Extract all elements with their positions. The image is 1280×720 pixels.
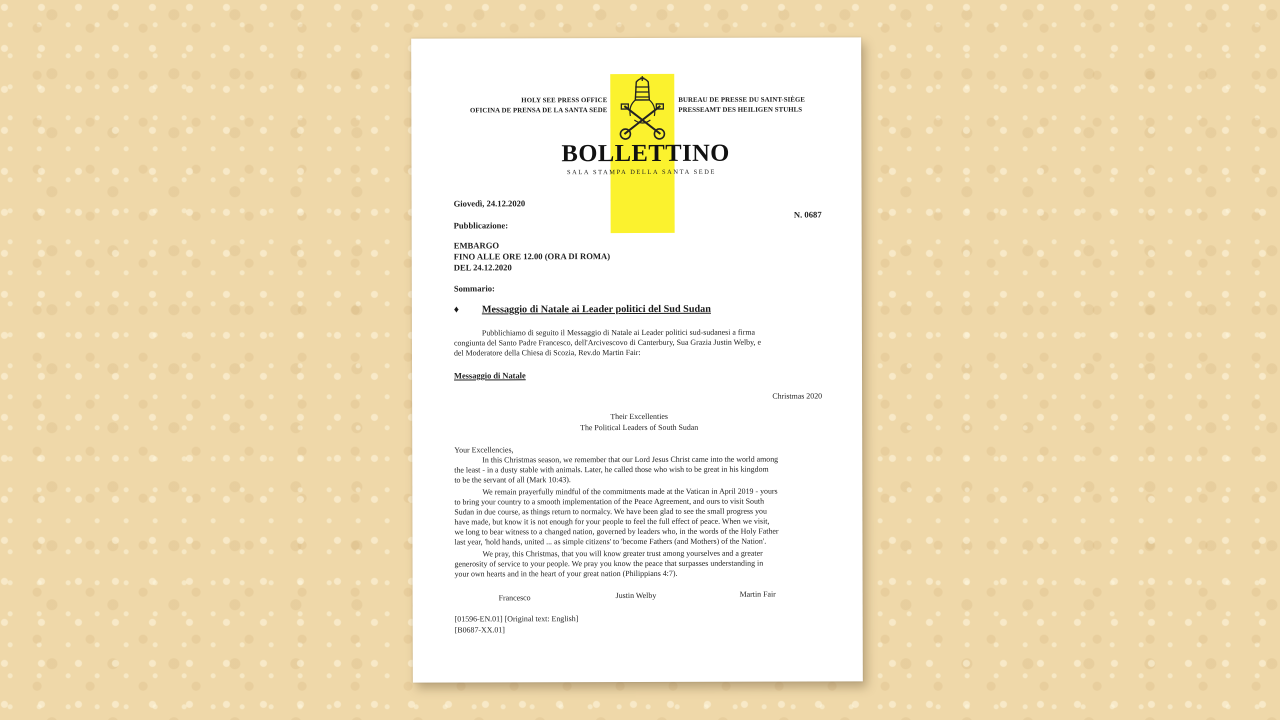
p1-line2: the least - in a dusty stable with animals. Later, he called those who wish to be great in his kingdom (454, 464, 769, 475)
p3-line3: your own hearts and in the heart of your great nation (Philippians 4:7). (454, 568, 678, 579)
p2-line2: to bring your country to a smooth implementation of the Peace Agreement, and ours to visit South (454, 496, 765, 507)
summary-bullet: ♦ (453, 304, 459, 316)
p2-line4: have made, but know it is not enough for your people to feel the full effect of peace. When we visit, (454, 516, 770, 527)
p2-line1: We remain prayerfully mindful of the commitments made at the Vatican in April 2019 - yours (482, 486, 778, 497)
header-left-line2: OFICINA DE PRENSA DE LA SANTA SEDE (469, 107, 608, 115)
bollettino-title: BOLLETTINO (561, 139, 730, 168)
header-left (451, 96, 607, 116)
p3-line1: We pray, this Christmas, that you will know greater trust among yourselves and a greater (482, 548, 763, 559)
addressee-line2: The Political Leaders of South Sudan (580, 422, 699, 433)
section-title: Messaggio di Natale (454, 371, 526, 381)
header-left-line1: HOLY SEE PRESS OFFICE (521, 97, 608, 105)
bollettino-subtitle: SALA STAMPA DELLA SANTA SEDE (567, 168, 717, 177)
p1-line3: to be the servant of all (Mark 10:43). (454, 475, 571, 485)
intro-line3: del Moderatore della Chiesa di Scozia, Rev.do Martin Fair: (453, 347, 641, 358)
signature-welby: Justin Welby (615, 590, 657, 601)
bulletin-number: N. 0687 (793, 209, 822, 220)
header-right (678, 95, 838, 115)
holy-see-crest-icon (616, 76, 668, 142)
letter-dateline: Christmas 2020 (772, 391, 823, 401)
addressee-line1: Their Excellenties (610, 411, 668, 422)
bulletin-page (411, 37, 863, 682)
summary-heading: Messaggio di Natale ai Leader politici del Sud Sudan (481, 303, 711, 316)
p1-line1: In this Christmas season, we remember that our Lord Jesus Christ came into the world among (482, 454, 779, 465)
reference-line2: [B0687-XX.01] (454, 625, 505, 635)
p3-line2: generosity of service to your people. We pray you know the peace that surpasses understanding in (454, 558, 764, 569)
signature-francesco: Francesco (498, 593, 531, 603)
header-right-line1: BUREAU DE PRESSE DU SAINT-SIÈGE (678, 96, 806, 104)
p2-line3: Sudan in due course, as things return to normalcy. We have been glad to see the small progress you (454, 506, 767, 517)
bulletin-date: Giovedì, 24.12.2020 (453, 198, 526, 209)
embargo-line3: DEL 24.12.2020 (453, 262, 512, 273)
signature-fair: Martin Fair (739, 589, 776, 599)
header-right-line2: PRESSEAMT DES HEILIGEN STUHLS (678, 106, 803, 114)
embargo-line2: FINO ALLE ORE 12.00 (ORA DI ROMA) (453, 251, 611, 262)
p2-line5: we long to bear witness to a changed nation, governed by leaders who, in the words of the Holy Father (454, 526, 779, 537)
sommario-label: Sommario: (453, 283, 495, 294)
p2-line6: last year, 'hold hands, united ... as simple citizens' to 'become Fathers (and Mothers) of the Nation'. (454, 536, 767, 547)
intro-line1: Pubblichiamo di seguito il Messaggio di Natale ai Leader politici sud-sudanesi a firma (481, 327, 755, 338)
reference-line1: [01596-EN.01] [Original text: English] (454, 614, 579, 624)
pubblicazione-label: Pubblicazione: (453, 220, 509, 231)
intro-line2: congiunta del Santo Padre Francesco, dell'Arcivescovo di Canterbury, Sua Grazia Justin Welby, e (453, 337, 762, 348)
salutation: Your Excellencies, (454, 445, 514, 455)
embargo-line1: EMBARGO (453, 240, 500, 251)
